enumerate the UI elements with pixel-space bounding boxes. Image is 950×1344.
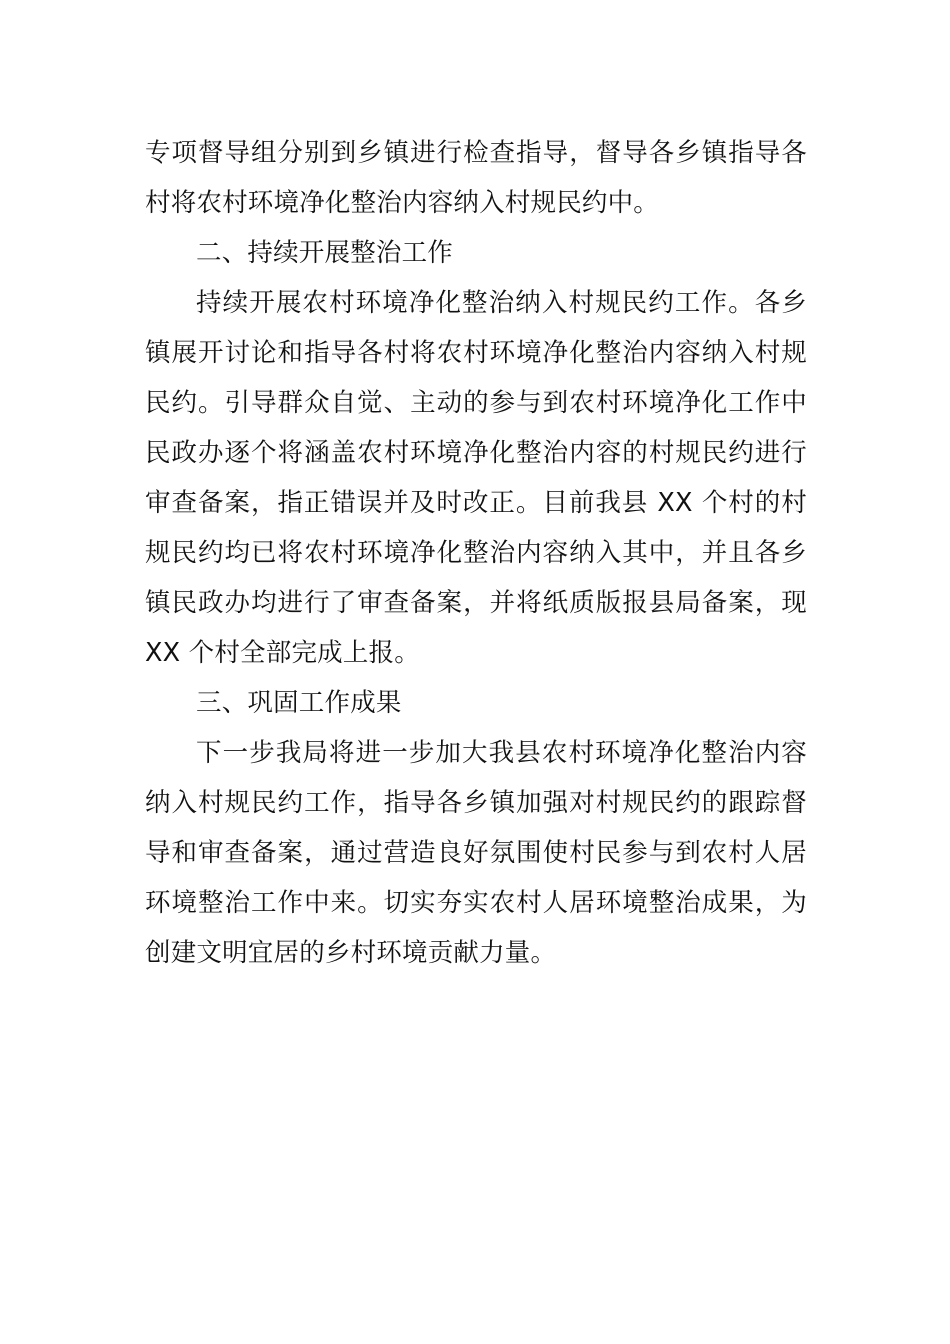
paragraph-next-steps: 下一步我局将进一步加大我县农村环境净化整治内容纳入村规民约工作，指导各乡镇加强对村规民约的跟踪督导和审查备案，通过营造良好氛围使村民参与到农村人居环境整治工作中来。切实夯实农村人居环境整治成果，为创建文明宜居的乡村环境贡献力量。 [145, 738, 807, 968]
document-body [145, 128, 807, 978]
paragraph-rectification-work: 持续开展农村环境净化整治纳入村规民约工作。各乡镇展开讨论和指导各村将农村环境净化整治内容纳入村规民约。引导群众自觉、主动的参与到农村环境净化工作中民政办逐个将涵盖农村环境净化整治内容的村规民约进行审查备案，指正错误并及时改正。目前我县 XX 个村的村规民约均已将农村环境净化整治内容纳入其中，并且各乡镇民政办均进行了审查备案，并将纸质版报县局备案，现 XX 个村全部完成上报。 [145, 288, 807, 668]
section-heading-2: 二、持续开展整治工作 [196, 238, 454, 268]
section-heading-3: 三、巩固工作成果 [196, 688, 402, 718]
paragraph-supervision: 专项督导组分别到乡镇进行检查指导，督导各乡镇指导各村将农村环境净化整治内容纳入村规民约中。 [145, 138, 807, 218]
